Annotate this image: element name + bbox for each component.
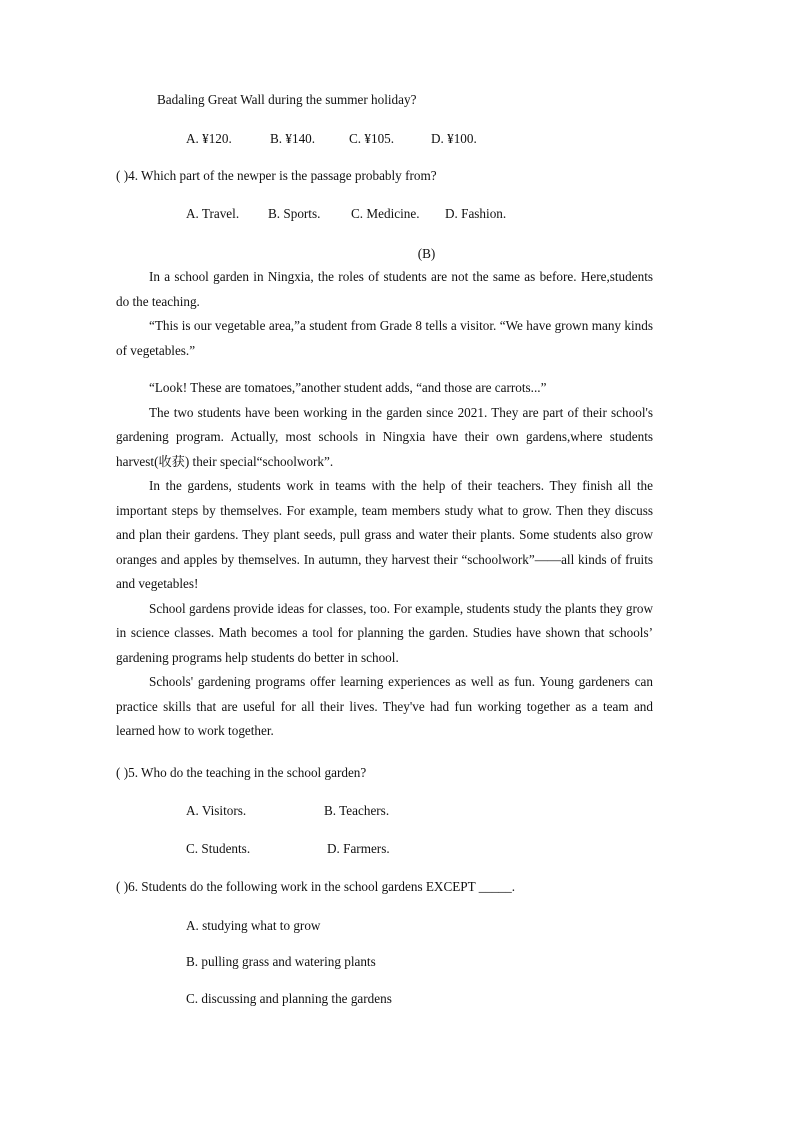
answer-blank[interactable]: ( ) xyxy=(116,765,129,780)
reading-passage-part2 xyxy=(116,376,653,744)
passage-paragraph: In the gardens, students work in teams with the help of their teachers. They finish all the important steps by themselves. For example, team members study what to grow. Then they discuss and plan their gardens. They plant seeds, pull grass and water their plants. Some students also grow oranges and apples by themselves. In autumn, they harvest their “schoolwork”——all kinds of fruits and vegetables! xyxy=(116,478,653,591)
question-text: 5. Who do the teaching in the school garden? xyxy=(128,765,367,780)
question-4-options xyxy=(0,206,793,222)
question-text: 4. Which part of the newper is the passage probably from? xyxy=(128,168,437,183)
passage-paragraph: “Look! These are tomatoes,”another student adds, “and those are carrots...” xyxy=(149,380,547,395)
q6-option-b: B. pulling grass and watering plants xyxy=(186,954,376,969)
q5-option-d: D. Farmers. xyxy=(327,841,390,856)
section-heading-b: (B) xyxy=(417,246,436,261)
question-3-stem-tail: Badaling Great Wall during the summer holiday? xyxy=(157,92,417,107)
q5-option-b: B. Teachers. xyxy=(324,803,390,818)
passage-paragraph: “This is our vegetable area,”a student from Grade 8 tells a visitor. “We have grown many kinds of vegetables.” xyxy=(116,318,653,358)
q4-option-d: D. Fashion. xyxy=(445,206,507,221)
q3-option-a: A. ¥120. xyxy=(186,131,232,146)
q5-option-a: A. Visitors. xyxy=(186,803,247,818)
answer-blank[interactable]: ( ) xyxy=(116,168,129,183)
question-5 xyxy=(116,765,366,781)
question-4 xyxy=(116,168,437,184)
q3-option-d: D. ¥100. xyxy=(431,131,477,146)
question-5-options-row2 xyxy=(0,841,793,857)
q3-option-c: C. ¥105. xyxy=(349,131,395,146)
passage-paragraph: Schools' gardening programs offer learning experiences as well as fun. Young gardeners can practice skills that are useful for all their lives. They've had fun working together as a team and learned how to work together. xyxy=(116,674,653,738)
q4-option-a: A. Travel. xyxy=(186,206,240,221)
passage-paragraph: The two students have been working in the garden since 2021. They are part of their school's gardening program. Actually, most schools in Ningxia have their own gardens,where students harvest(收获) their special“schoolwork”. xyxy=(116,404,653,469)
q4-option-b: B. Sports. xyxy=(268,206,321,221)
passage-paragraph: In a school garden in Ningxia, the roles of students are not the same as before. Here,students do the teaching. xyxy=(116,269,653,309)
reading-passage-part1 xyxy=(116,265,653,363)
q5-option-c: C. Students. xyxy=(186,841,251,856)
q6-option-a: A. studying what to grow xyxy=(186,918,321,933)
question-5-options-row1 xyxy=(0,803,793,819)
q3-option-b: B. ¥140. xyxy=(270,131,316,146)
question-text: 6. Students do the following work in the school gardens EXCEPT _____. xyxy=(128,879,516,894)
passage-paragraph: School gardens provide ideas for classes, too. For example, students study the plants they grow in science classes. Math becomes a tool for planning the garden. Studies have shown that schools’ gardening programs help students do better in school. xyxy=(116,600,653,665)
question-3-options xyxy=(0,131,793,147)
question-6 xyxy=(116,879,515,895)
answer-blank[interactable]: ( ) xyxy=(116,879,129,894)
q6-option-c: C. discussing and planning the gardens xyxy=(186,991,392,1006)
q4-option-c: C. Medicine. xyxy=(351,206,420,221)
